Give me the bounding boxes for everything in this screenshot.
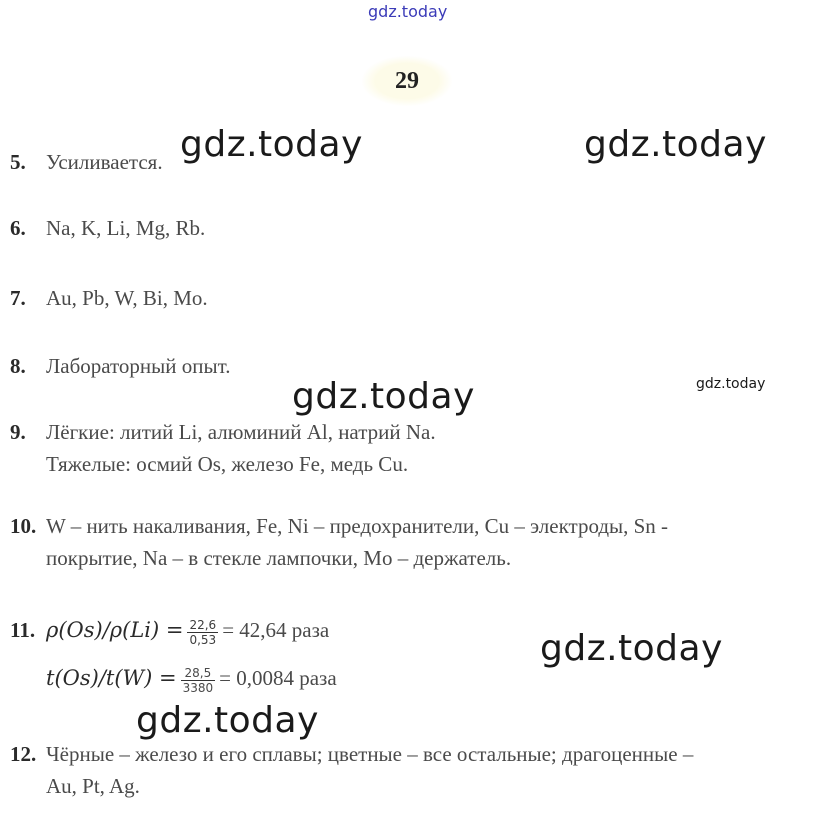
item-number: 10. [10,514,37,538]
item-12-line2: Au, Pt, Ag. [46,774,140,798]
item-number: 9. [10,420,26,444]
answer-item-6 [10,212,205,244]
watermark: gdz.today [540,628,723,669]
watermark: gdz.today [584,124,767,165]
page-number: 29 [362,56,452,106]
item-text: Na, K, Li, Mg, Rb. [46,216,206,240]
item-number: 7. [10,286,26,310]
fraction-denominator: 0,53 [189,632,217,647]
watermark: gdz.today [292,376,475,417]
item-text: Усиливается. [46,150,163,174]
item-number: 12. [10,742,37,766]
formula-melting-lhs: t(Os)/t(W) = [46,666,177,690]
item-number: 8. [10,354,26,378]
fraction-denominator: 3380 [182,680,214,695]
watermark: gdz.today [136,700,319,741]
item-number: 11. [10,618,36,642]
watermark-small: gdz.today [696,376,766,392]
fraction-numerator: 22,6 [189,617,217,632]
item-11-line2 [46,662,337,695]
fraction-density [187,618,218,647]
formula-density-result: = 42,64 раза [222,618,330,642]
item-number: 6. [10,216,26,240]
item-10-line2: покрытие, Na – в стекле лампочки, Mo – держатель. [46,546,512,570]
answer-item-11 [10,614,329,647]
watermark: gdz.today [180,124,363,165]
fraction-numerator: 28,5 [181,666,216,681]
answer-item-7 [10,282,208,314]
item-text-line1: Лёгкие: литий Li, алюминий Al, натрий Na. [46,420,436,444]
watermark-top: gdz.today [368,2,448,21]
item-9-line2: Тяжелые: осмий Os, железо Fe, медь Cu. [46,452,409,476]
answer-item-9 [10,416,436,448]
item-number: 5. [10,150,26,174]
answer-item-10 [10,510,668,542]
item-text: Au, Pb, W, Bi, Mo. [46,286,208,310]
formula-density-lhs: ρ(Os)/ρ(Li) = [46,618,184,642]
formula-melting-result: = 0,0084 раза [219,666,337,690]
fraction-melting [181,666,216,695]
item-text-line1: W – нить накаливания, Fe, Ni – предохранители, Cu – электроды, Sn - [46,514,669,538]
answer-item-12 [10,738,693,770]
item-text-line1: Чёрные – железо и его сплавы; цветные – все остальные; драгоценные – [46,742,694,766]
answer-item-5 [10,146,163,178]
item-text: Лабораторный опыт. [46,354,231,378]
answer-item-8 [10,350,230,382]
